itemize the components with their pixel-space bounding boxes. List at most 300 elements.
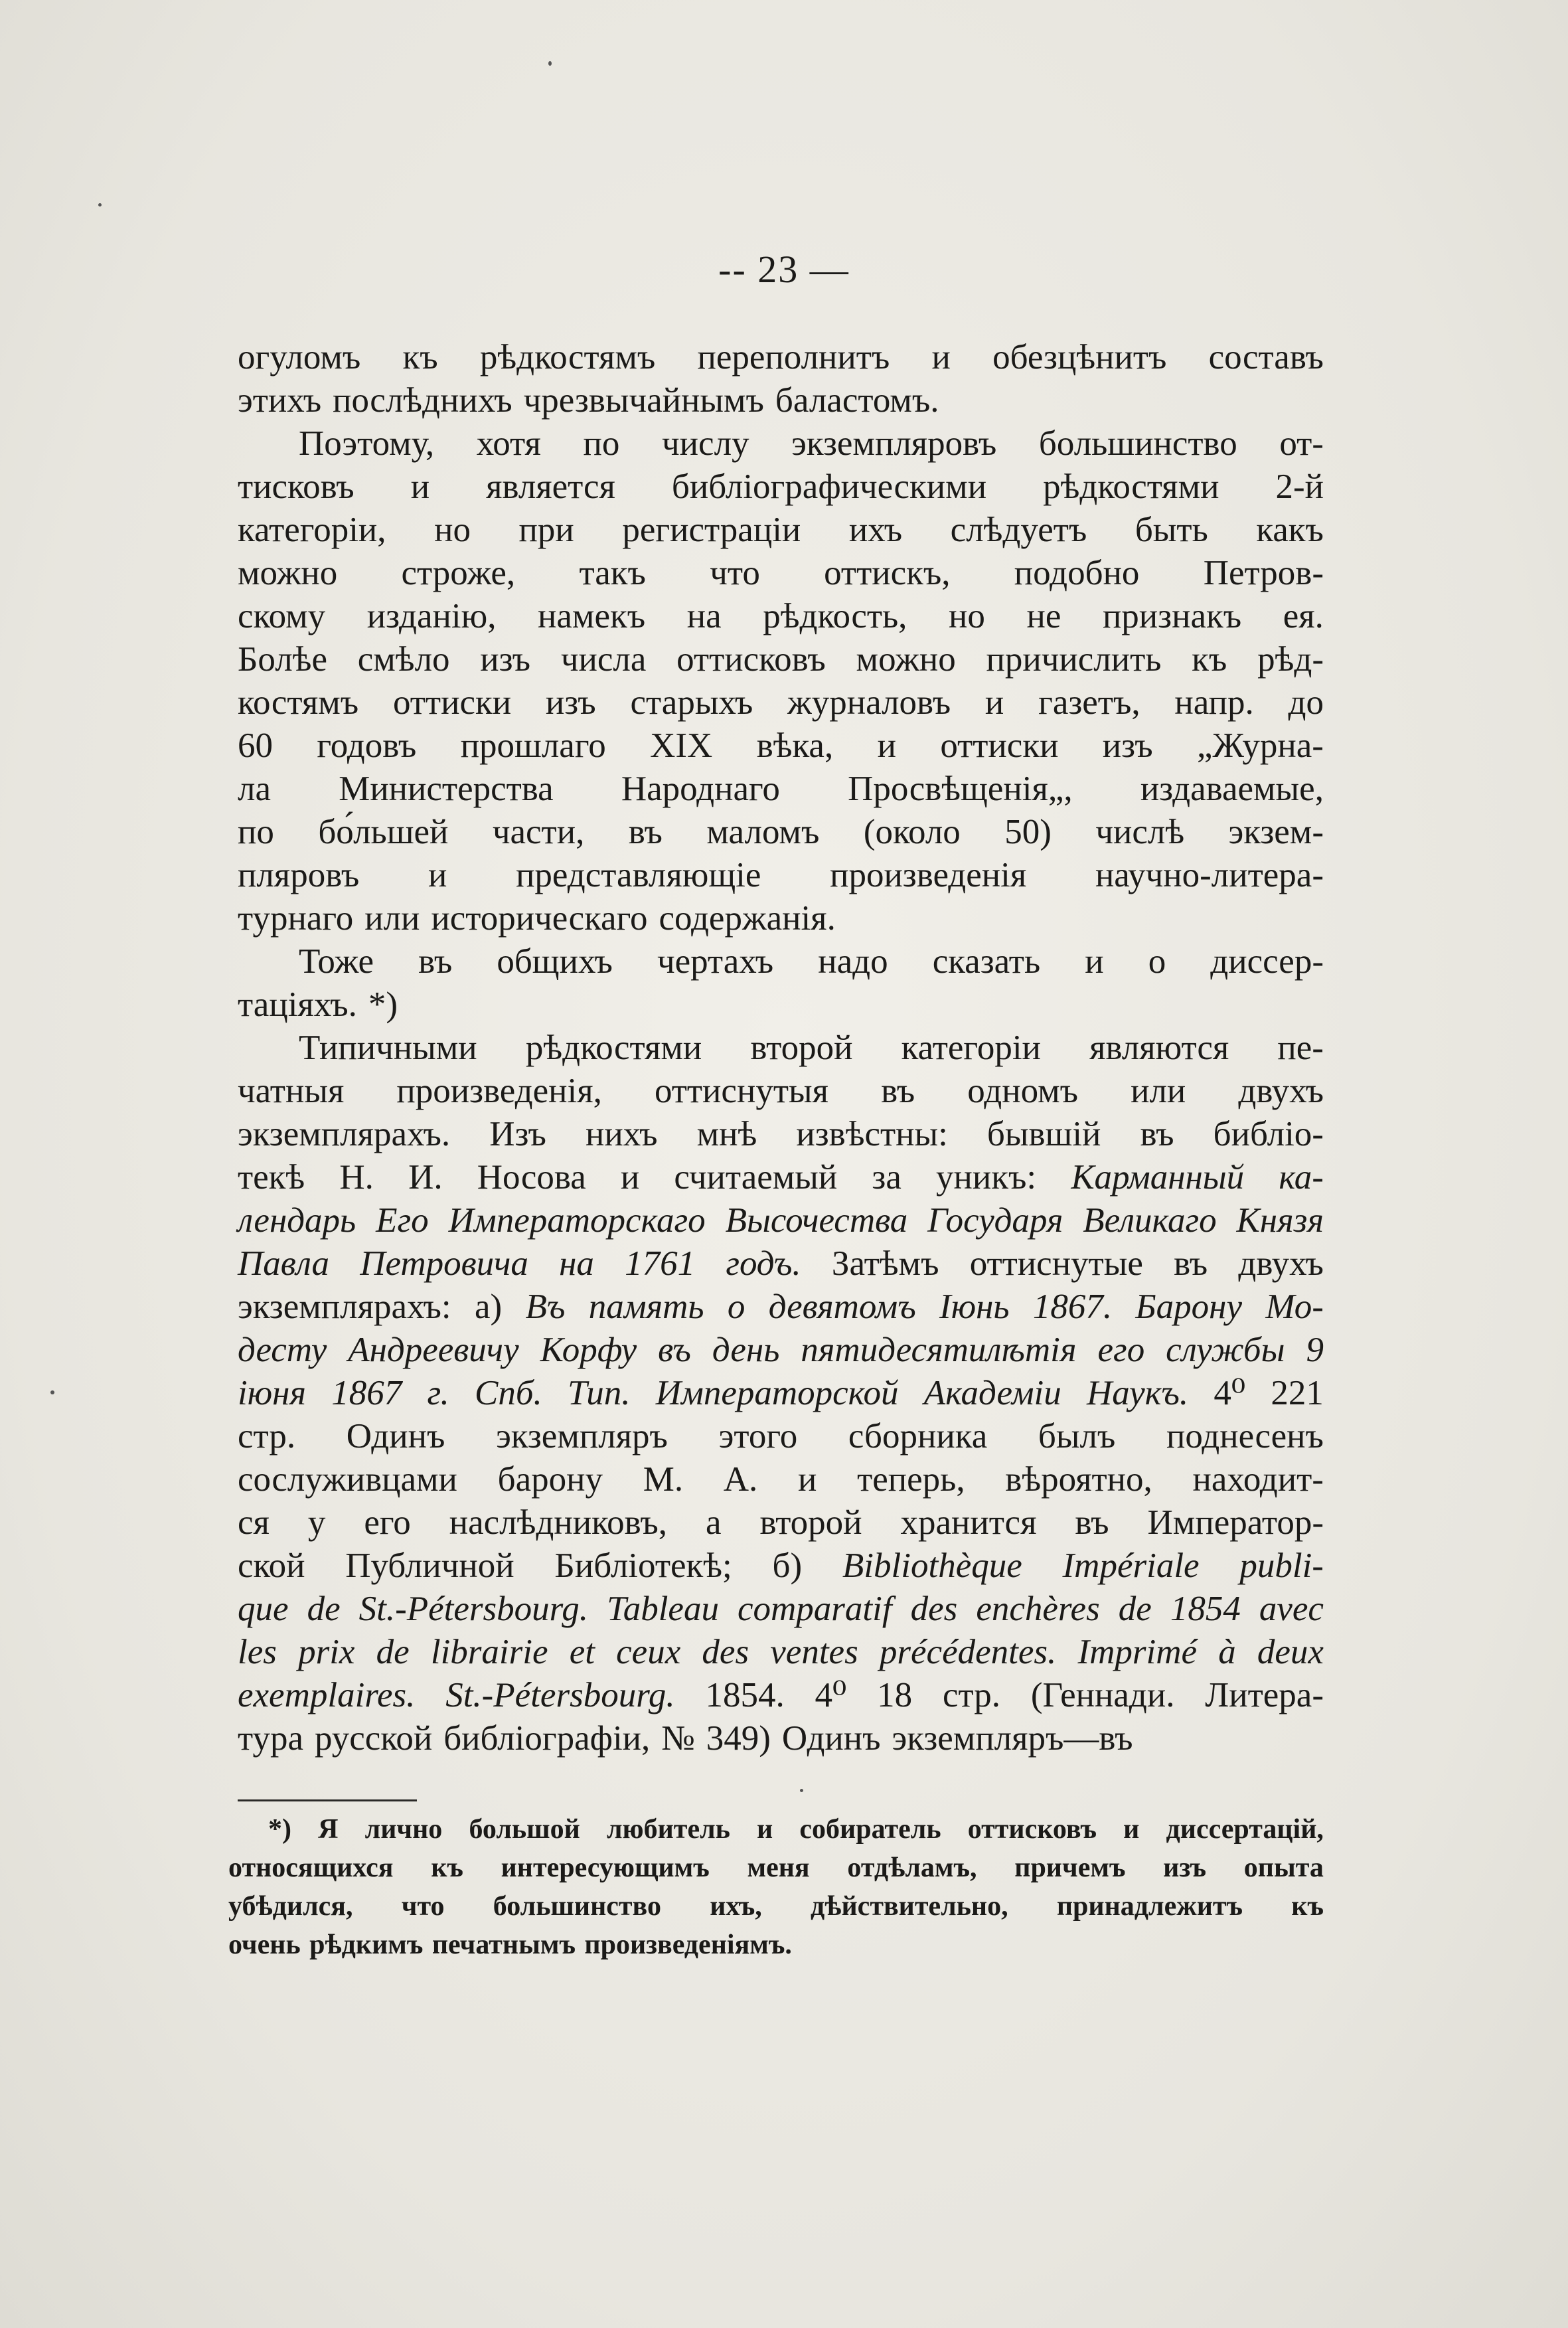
word: 1854 xyxy=(1170,1590,1241,1628)
word: общихъ xyxy=(497,942,613,981)
word: библіографіи, xyxy=(443,1719,651,1758)
word: обезцѣнитъ xyxy=(992,338,1167,376)
word: Одинъ xyxy=(346,1417,445,1455)
word: 221 xyxy=(1271,1374,1324,1412)
word: вѣроятно, xyxy=(1005,1460,1152,1499)
word: оттисковъ xyxy=(676,640,826,679)
word: изъ xyxy=(1163,1853,1207,1883)
word: большинство xyxy=(1038,424,1237,463)
word: его xyxy=(1097,1331,1145,1369)
word: составъ xyxy=(1208,338,1324,376)
text-line xyxy=(238,983,1324,1027)
text-line xyxy=(238,768,1324,811)
word: avec xyxy=(1259,1590,1324,1628)
word: St.-Pétersbourg. xyxy=(445,1676,675,1714)
word: къ xyxy=(431,1853,463,1883)
word: 4⁰ xyxy=(1214,1374,1246,1412)
word: а) xyxy=(474,1288,503,1326)
word: Impériale xyxy=(1062,1546,1200,1585)
word: скому xyxy=(238,597,326,635)
word: прошлаго xyxy=(460,726,606,765)
text-line xyxy=(238,422,1324,465)
text-line xyxy=(238,1717,1324,1760)
text-line xyxy=(238,379,1324,422)
word: Н. xyxy=(339,1158,374,1197)
word: Я xyxy=(318,1814,339,1845)
word: по xyxy=(238,813,274,851)
word: Одинъ xyxy=(781,1719,881,1758)
word: оттисковъ xyxy=(967,1814,1097,1845)
text-line xyxy=(238,854,1324,897)
word: пе- xyxy=(1277,1029,1324,1067)
word: собиратель xyxy=(799,1814,941,1845)
footnote-rule xyxy=(238,1799,417,1801)
text-line xyxy=(238,552,1324,595)
word: смѣло xyxy=(357,640,450,679)
word: Его xyxy=(376,1201,429,1240)
word: баластомъ. xyxy=(775,381,939,420)
word: Литера- xyxy=(1205,1676,1324,1714)
word: нихъ xyxy=(585,1115,658,1153)
word: оттиснутыя xyxy=(654,1072,828,1110)
word: къ xyxy=(1192,640,1227,679)
word: тура xyxy=(238,1719,303,1758)
word: Барону xyxy=(1135,1288,1242,1326)
word: отдѣламъ, xyxy=(847,1853,977,1883)
word: хотя xyxy=(476,424,541,463)
word: при xyxy=(518,511,574,549)
word: интересующимъ xyxy=(501,1853,710,1883)
text-line xyxy=(238,509,1324,552)
word: 2-й xyxy=(1275,467,1324,506)
word: чертахъ xyxy=(657,942,774,981)
word: причемъ xyxy=(1014,1853,1126,1883)
word: Андреевичу xyxy=(348,1331,519,1369)
paper-speck xyxy=(50,1390,54,1394)
word: 18 xyxy=(877,1676,913,1714)
word: произведенія, xyxy=(396,1072,602,1110)
footnote-line xyxy=(228,1849,1324,1887)
word: от- xyxy=(1279,424,1324,463)
word: въ xyxy=(1075,1503,1109,1542)
word: ceux xyxy=(616,1633,681,1671)
word: бо́льшей xyxy=(318,813,449,851)
word: въ xyxy=(1174,1244,1208,1283)
word: Тоже xyxy=(299,942,374,981)
word: экземпляръ—въ xyxy=(892,1719,1133,1758)
word: и xyxy=(620,1158,640,1197)
word: ventes xyxy=(770,1633,858,1671)
word: службы xyxy=(1166,1331,1285,1369)
word: память xyxy=(588,1288,704,1326)
word: Высочества xyxy=(725,1201,908,1240)
text-line xyxy=(238,897,1324,940)
word: въ xyxy=(418,942,453,981)
word: сказать xyxy=(932,942,1041,981)
word: этого xyxy=(718,1417,798,1455)
word: рѣдкость, xyxy=(763,597,907,635)
page-number: -- 23 — xyxy=(718,248,850,291)
word: рѣд- xyxy=(1257,640,1324,679)
word: на xyxy=(559,1244,594,1283)
word: что xyxy=(710,554,760,592)
word: comparatif xyxy=(738,1590,892,1628)
word: девятомъ xyxy=(768,1288,916,1326)
word: 349) xyxy=(706,1719,771,1758)
word: представляющіе xyxy=(516,856,761,894)
text-line xyxy=(238,1286,1324,1329)
word: признакъ xyxy=(1102,597,1242,635)
word: чатныя xyxy=(238,1072,345,1110)
word: а xyxy=(705,1503,722,1542)
word: оттиски xyxy=(940,726,1059,765)
text-line xyxy=(238,1544,1324,1588)
word: но xyxy=(434,511,471,549)
word: до xyxy=(1288,683,1324,722)
word: библіо- xyxy=(1213,1115,1324,1153)
word: ка- xyxy=(1279,1158,1324,1197)
word: содержанія. xyxy=(659,899,836,938)
word: сборника xyxy=(848,1417,988,1455)
word: научно-литера- xyxy=(1095,856,1324,894)
word: Спб. xyxy=(475,1374,542,1412)
main-text xyxy=(238,336,1324,1760)
word: къ xyxy=(402,338,438,376)
footnote-line xyxy=(228,1926,1324,1964)
word: у xyxy=(307,1503,326,1542)
text-line xyxy=(238,1372,1324,1415)
text-line xyxy=(238,681,1324,724)
word: de xyxy=(376,1633,410,1671)
word: годъ. xyxy=(726,1244,801,1283)
text-line xyxy=(238,1199,1324,1242)
text-line xyxy=(238,940,1324,983)
word: текѣ xyxy=(238,1158,305,1197)
word: поднесенъ xyxy=(1166,1417,1324,1455)
word: костямъ xyxy=(238,683,359,722)
word: можно xyxy=(238,554,338,592)
word: его xyxy=(364,1503,411,1542)
word: оттиски xyxy=(392,683,512,722)
word: въ xyxy=(658,1331,691,1369)
word: изъ xyxy=(1102,726,1153,765)
word: двухъ xyxy=(1238,1244,1324,1283)
word: Академіи xyxy=(923,1374,1061,1412)
word: enchères xyxy=(976,1590,1100,1628)
word: И. xyxy=(408,1158,443,1197)
word: уникъ: xyxy=(936,1158,1037,1197)
word: Библіотекѣ; xyxy=(554,1546,732,1585)
word: старыхъ xyxy=(630,683,753,722)
word: экземпляровъ xyxy=(791,424,997,463)
word: второй xyxy=(750,1029,853,1067)
word: 50) xyxy=(1004,813,1052,851)
word: оттиснутые xyxy=(969,1244,1143,1283)
word: экземплярахъ: xyxy=(238,1288,451,1326)
word: рѣдкостями xyxy=(525,1029,702,1067)
word: ея. xyxy=(1283,597,1324,635)
word: былъ xyxy=(1038,1417,1116,1455)
word: Іюнь xyxy=(939,1288,1010,1326)
word: ихъ, xyxy=(710,1891,762,1922)
word: лично xyxy=(364,1814,443,1845)
word: іюня xyxy=(238,1374,307,1412)
word: стр. xyxy=(238,1417,296,1455)
word: des xyxy=(702,1633,749,1671)
text-line xyxy=(238,811,1324,854)
text-line xyxy=(238,595,1324,638)
word: Павла xyxy=(238,1244,330,1283)
word: и xyxy=(757,1814,773,1845)
word: Болѣе xyxy=(238,640,327,679)
word: Мо- xyxy=(1265,1288,1324,1326)
word: газетъ, xyxy=(1038,683,1140,722)
paper-speck xyxy=(98,203,102,207)
word: произведенія xyxy=(830,856,1027,894)
text-line xyxy=(238,1113,1324,1156)
word: 60 xyxy=(238,726,273,765)
word: Типичными xyxy=(299,1029,477,1067)
word: опыта xyxy=(1243,1853,1324,1883)
word: ской xyxy=(238,1546,305,1585)
word: à xyxy=(1218,1633,1236,1671)
word: пляровъ xyxy=(238,856,360,894)
word: № xyxy=(661,1719,695,1758)
word: о xyxy=(1148,942,1166,981)
word: и xyxy=(410,467,430,506)
word: является xyxy=(486,467,615,506)
word: prix xyxy=(298,1633,355,1671)
word: числу xyxy=(662,424,749,463)
paper-speck xyxy=(548,61,552,66)
word: напр. xyxy=(1174,683,1254,722)
word: барону xyxy=(497,1460,603,1499)
word: части, xyxy=(492,813,585,851)
text-line xyxy=(238,336,1324,379)
word: лендарь xyxy=(238,1201,356,1240)
word: дѣйствительно, xyxy=(811,1891,1008,1922)
word: и xyxy=(984,683,1004,722)
word: извѣстны: xyxy=(796,1115,948,1153)
word: въ xyxy=(628,813,663,851)
word: 1867. xyxy=(1032,1288,1113,1326)
text-line xyxy=(238,1027,1324,1070)
word: Петровича xyxy=(360,1244,528,1283)
word: не xyxy=(1026,597,1061,635)
word: St.-Pétersbourg. xyxy=(358,1590,589,1628)
word: произведеніямъ. xyxy=(584,1930,792,1960)
word: любитель xyxy=(606,1814,730,1845)
word: въ xyxy=(881,1072,915,1110)
word: Великаго xyxy=(1083,1201,1217,1240)
word: сослуживцами xyxy=(238,1460,457,1499)
word: et xyxy=(569,1633,595,1671)
word: Князя xyxy=(1236,1201,1324,1240)
word: Император- xyxy=(1147,1503,1324,1542)
word: *) xyxy=(368,985,398,1024)
word: оттискъ, xyxy=(824,554,951,592)
word: мнѣ xyxy=(696,1115,757,1153)
word: маломъ xyxy=(706,813,820,851)
word: ла xyxy=(238,770,271,808)
word: рѣдкостями xyxy=(1043,467,1219,506)
word: и xyxy=(931,338,951,376)
word: день xyxy=(712,1331,780,1369)
word: 1854. xyxy=(705,1676,785,1714)
word: чрезвычайнымъ xyxy=(523,381,764,420)
word: б) xyxy=(772,1546,803,1585)
word: убѣдился, xyxy=(228,1891,353,1922)
text-line xyxy=(238,1588,1324,1631)
word: и xyxy=(1085,942,1104,981)
word: „Журна- xyxy=(1196,726,1324,765)
word: большой xyxy=(469,1814,580,1845)
text-line xyxy=(238,1329,1324,1372)
word: *) xyxy=(268,1814,291,1845)
word: deux xyxy=(1257,1633,1324,1671)
word: рѣдкимъ xyxy=(309,1930,424,1960)
word: Государя xyxy=(927,1201,1063,1240)
word: exemplaires. xyxy=(238,1676,416,1714)
text-line xyxy=(238,1674,1324,1717)
word: журналовъ xyxy=(787,683,951,722)
word: надо xyxy=(818,942,888,981)
word: второй xyxy=(759,1503,862,1542)
word: категоріи xyxy=(901,1029,1041,1067)
word: подобно xyxy=(1014,554,1140,592)
text-line xyxy=(238,1070,1324,1113)
word: меня xyxy=(747,1853,810,1883)
word: Карманный xyxy=(1071,1158,1245,1197)
word: строже, xyxy=(401,554,516,592)
word: ся xyxy=(238,1503,270,1542)
word: publi- xyxy=(1239,1546,1324,1585)
word: Министерства xyxy=(339,770,554,808)
word: къ xyxy=(1291,1891,1324,1922)
word: рѣдкостямъ xyxy=(479,338,656,376)
word: считаемый xyxy=(674,1158,838,1197)
word: числа xyxy=(560,640,647,679)
word: историческаго xyxy=(431,899,648,938)
text-line xyxy=(238,724,1324,768)
word: печатнымъ xyxy=(431,1930,576,1960)
word: или xyxy=(364,899,420,938)
word: одномъ xyxy=(967,1072,1079,1110)
word: стр. xyxy=(942,1676,1001,1714)
word: быть xyxy=(1135,511,1208,549)
word: XIX xyxy=(650,726,713,765)
word: изъ xyxy=(545,683,596,722)
word: экзем- xyxy=(1228,813,1324,851)
word: Народнаго xyxy=(621,770,780,808)
word: Просвѣщенія„, xyxy=(848,770,1073,808)
text-line xyxy=(238,1415,1324,1458)
word: и xyxy=(877,726,896,765)
word: издаваемые, xyxy=(1140,770,1324,808)
word: огуломъ xyxy=(238,338,361,376)
word: Затѣмъ xyxy=(831,1244,939,1283)
word: Поэтому, xyxy=(299,424,435,463)
word: числѣ xyxy=(1095,813,1185,851)
word: турнаго xyxy=(238,899,354,938)
word: хранится xyxy=(900,1503,1037,1542)
word: очень xyxy=(228,1930,301,1960)
word: причислить xyxy=(986,640,1162,679)
word: о xyxy=(727,1288,745,1326)
word: Императорской xyxy=(655,1374,899,1412)
word: вѣка, xyxy=(756,726,834,765)
word: но xyxy=(949,597,985,635)
word: этихъ xyxy=(238,381,322,420)
word: въ xyxy=(1140,1115,1174,1153)
word: за xyxy=(872,1158,902,1197)
word: de xyxy=(1118,1590,1152,1628)
word: на xyxy=(686,597,722,635)
word: 4⁰ xyxy=(815,1676,847,1714)
word: Корфу xyxy=(540,1331,637,1369)
word: относящихся xyxy=(228,1853,394,1883)
word: изъ xyxy=(480,640,531,679)
word: 1867 xyxy=(331,1374,402,1412)
word: регистраціи xyxy=(622,511,801,549)
word: (Геннади. xyxy=(1030,1676,1175,1714)
word: слѣдуетъ xyxy=(950,511,1087,549)
word: диссертацій, xyxy=(1166,1814,1324,1845)
text-line xyxy=(238,638,1324,681)
word: наслѣдниковъ, xyxy=(449,1503,668,1542)
word: 9 xyxy=(1306,1331,1324,1369)
word: des xyxy=(910,1590,958,1628)
word: Изъ xyxy=(489,1115,546,1153)
word: М. xyxy=(643,1460,684,1499)
word: переполнитъ xyxy=(697,338,890,376)
word: Императорскаго xyxy=(448,1201,706,1240)
text-line xyxy=(238,1631,1324,1674)
word: намекъ xyxy=(538,597,646,635)
word: теперь, xyxy=(857,1460,965,1499)
footnote xyxy=(228,1810,1324,1964)
text-line xyxy=(238,1156,1324,1199)
word: Bibliothèque xyxy=(842,1546,1022,1585)
word: диссер- xyxy=(1210,942,1324,981)
word: по xyxy=(583,424,620,463)
word: de xyxy=(307,1590,341,1628)
text-line xyxy=(238,465,1324,509)
footnote-line xyxy=(228,1810,1324,1849)
word: годовъ xyxy=(317,726,417,765)
word: 1761 xyxy=(625,1244,696,1283)
word: г. xyxy=(427,1374,449,1412)
word: и xyxy=(1123,1814,1140,1845)
word: Въ xyxy=(525,1288,566,1326)
word: пятидесятилѣтія xyxy=(801,1331,1077,1369)
word: большинство xyxy=(493,1891,661,1922)
word: Imprimé xyxy=(1077,1633,1198,1671)
text-line xyxy=(238,1242,1324,1286)
word: Тип. xyxy=(568,1374,631,1412)
word: Петров- xyxy=(1203,554,1324,592)
word: таціяхъ. xyxy=(238,985,357,1024)
word: А. xyxy=(723,1460,758,1499)
word: послѣднихъ xyxy=(333,381,512,420)
word: и xyxy=(798,1460,817,1499)
word: (около xyxy=(863,813,961,851)
word: такъ xyxy=(579,554,646,592)
text-line xyxy=(238,1501,1324,1544)
word: десту xyxy=(238,1331,327,1369)
word: двухъ xyxy=(1238,1072,1324,1110)
word: que xyxy=(238,1590,289,1628)
